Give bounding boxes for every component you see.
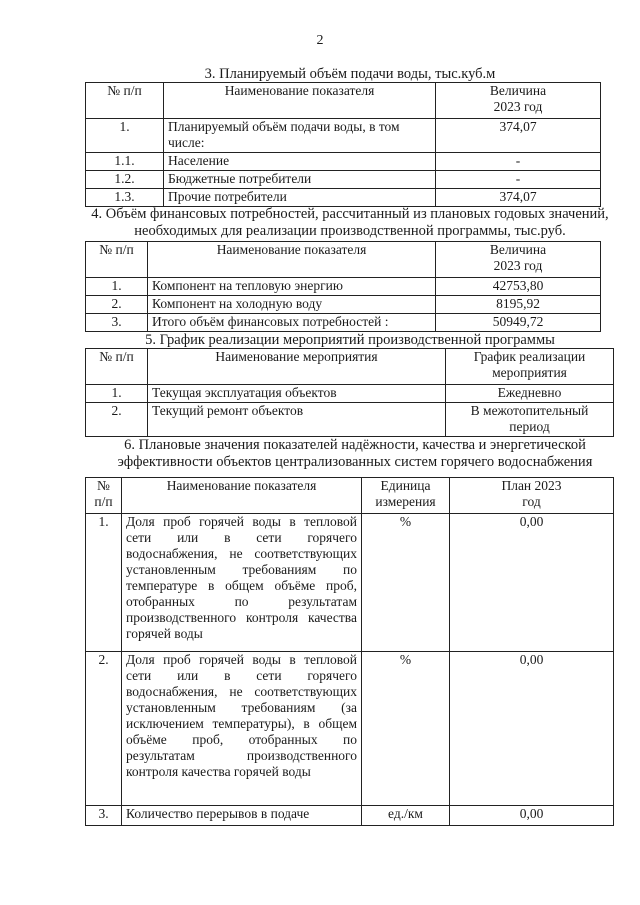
row-num: 1.1.: [86, 153, 164, 171]
table-header-row: [86, 478, 614, 514]
row-unit: %: [362, 514, 450, 652]
row-unit: %: [362, 652, 450, 806]
header-name: Наименование показателя: [148, 242, 436, 278]
header-schedule: График реализации мероприятия: [446, 349, 614, 385]
table-header-row: [86, 349, 614, 385]
section-6-table: [85, 477, 614, 826]
header-value: Величина 2023 год: [436, 242, 601, 278]
row-num: 1.: [86, 278, 148, 296]
row-num: 1.3.: [86, 189, 164, 207]
row-schedule: Ежедневно: [446, 385, 614, 403]
row-num: 1.: [86, 385, 148, 403]
row-name: Количество перерывов в подаче: [122, 806, 362, 826]
row-name: Текущая эксплуатация объектов: [148, 385, 446, 403]
row-value: 50949,72: [436, 314, 601, 332]
header-name: Наименование показателя: [122, 478, 362, 514]
row-name: Доля проб горячей воды в тепловой сети или в сети горячего водоснабжения, не соответствующих установленным требованиям по температуре в общем объёме проб, отобранных по результатам производственного контроля качества горячей воды: [122, 514, 362, 652]
header-num: № п/п: [86, 242, 148, 278]
header-name: Наименование показателя: [164, 83, 436, 119]
section-4-title: 4. Объём финансовых потребностей, рассчитанный из плановых годовых значений, необходимых для реализации производственной программы, тыс.руб.: [91, 206, 609, 239]
table-row: [86, 153, 601, 171]
table-row: [86, 403, 614, 437]
row-value: 374,07: [436, 119, 601, 153]
table-row: [86, 171, 601, 189]
row-name: Текущий ремонт объектов: [148, 403, 446, 437]
section-3-table: [85, 82, 601, 207]
row-num: 1.2.: [86, 171, 164, 189]
row-name: Бюджетные потребители: [164, 171, 436, 189]
row-name: Компонент на тепловую энергию: [148, 278, 436, 296]
row-value: 42753,80: [436, 278, 601, 296]
row-name: Компонент на холодную воду: [148, 296, 436, 314]
row-plan: 0,00: [450, 652, 614, 806]
row-schedule: В межотопительный период: [446, 403, 614, 437]
row-unit: ед./км: [362, 806, 450, 826]
section-5-table: [85, 348, 614, 437]
row-num: 1.: [86, 514, 122, 652]
page-number: 2: [316, 33, 324, 48]
table-row: [86, 296, 601, 314]
row-name: Итого объём финансовых потребностей :: [148, 314, 436, 332]
row-name: Прочие потребители: [164, 189, 436, 207]
section-4-table: [85, 241, 601, 332]
header-num: № п/п: [86, 83, 164, 119]
table-row: [86, 314, 601, 332]
table-row: [86, 189, 601, 207]
table-header-row: [86, 242, 601, 278]
row-value: -: [436, 153, 601, 171]
row-num: 2.: [86, 652, 122, 806]
header-unit: Единица измерения: [362, 478, 450, 514]
row-plan: 0,00: [450, 514, 614, 652]
table-row: [86, 806, 614, 826]
row-num: 1.: [86, 119, 164, 153]
row-num: 3.: [86, 806, 122, 826]
header-value: Величина 2023 год: [436, 83, 601, 119]
row-num: 2.: [86, 296, 148, 314]
row-value: 374,07: [436, 189, 601, 207]
header-name: Наименование мероприятия: [148, 349, 446, 385]
section-5-title: 5. График реализации мероприятий производственной программы: [145, 332, 555, 348]
header-plan: План 2023 год: [450, 478, 614, 514]
row-name: Планируемый объём подачи воды, в том числе:: [164, 119, 436, 153]
table-row: [86, 119, 601, 153]
section-3-title: 3. Планируемый объём подачи воды, тыс.куб.м: [204, 66, 496, 82]
row-name: Доля проб горячей воды в тепловой сети или в сети горячего водоснабжения, не соответствующих установленным требованиям (за исключением температуры), в общем объёме проб, отобранных по результатам производственного контроля качества горячей воды: [122, 652, 362, 806]
table-row: [86, 652, 614, 806]
table-row: [86, 385, 614, 403]
row-plan: 0,00: [450, 806, 614, 826]
row-value: -: [436, 171, 601, 189]
row-name: Население: [164, 153, 436, 171]
row-num: 3.: [86, 314, 148, 332]
table-row: [86, 278, 601, 296]
table-row: [86, 514, 614, 652]
row-num: 2.: [86, 403, 148, 437]
header-num: № п/п: [86, 478, 122, 514]
table-header-row: [86, 83, 601, 119]
header-num: № п/п: [86, 349, 148, 385]
row-value: 8195,92: [436, 296, 601, 314]
section-6-title: 6. Плановые значения показателей надёжности, качества и энергетической эффективности объектов централизованных систем горячего водоснабжения: [117, 437, 593, 470]
